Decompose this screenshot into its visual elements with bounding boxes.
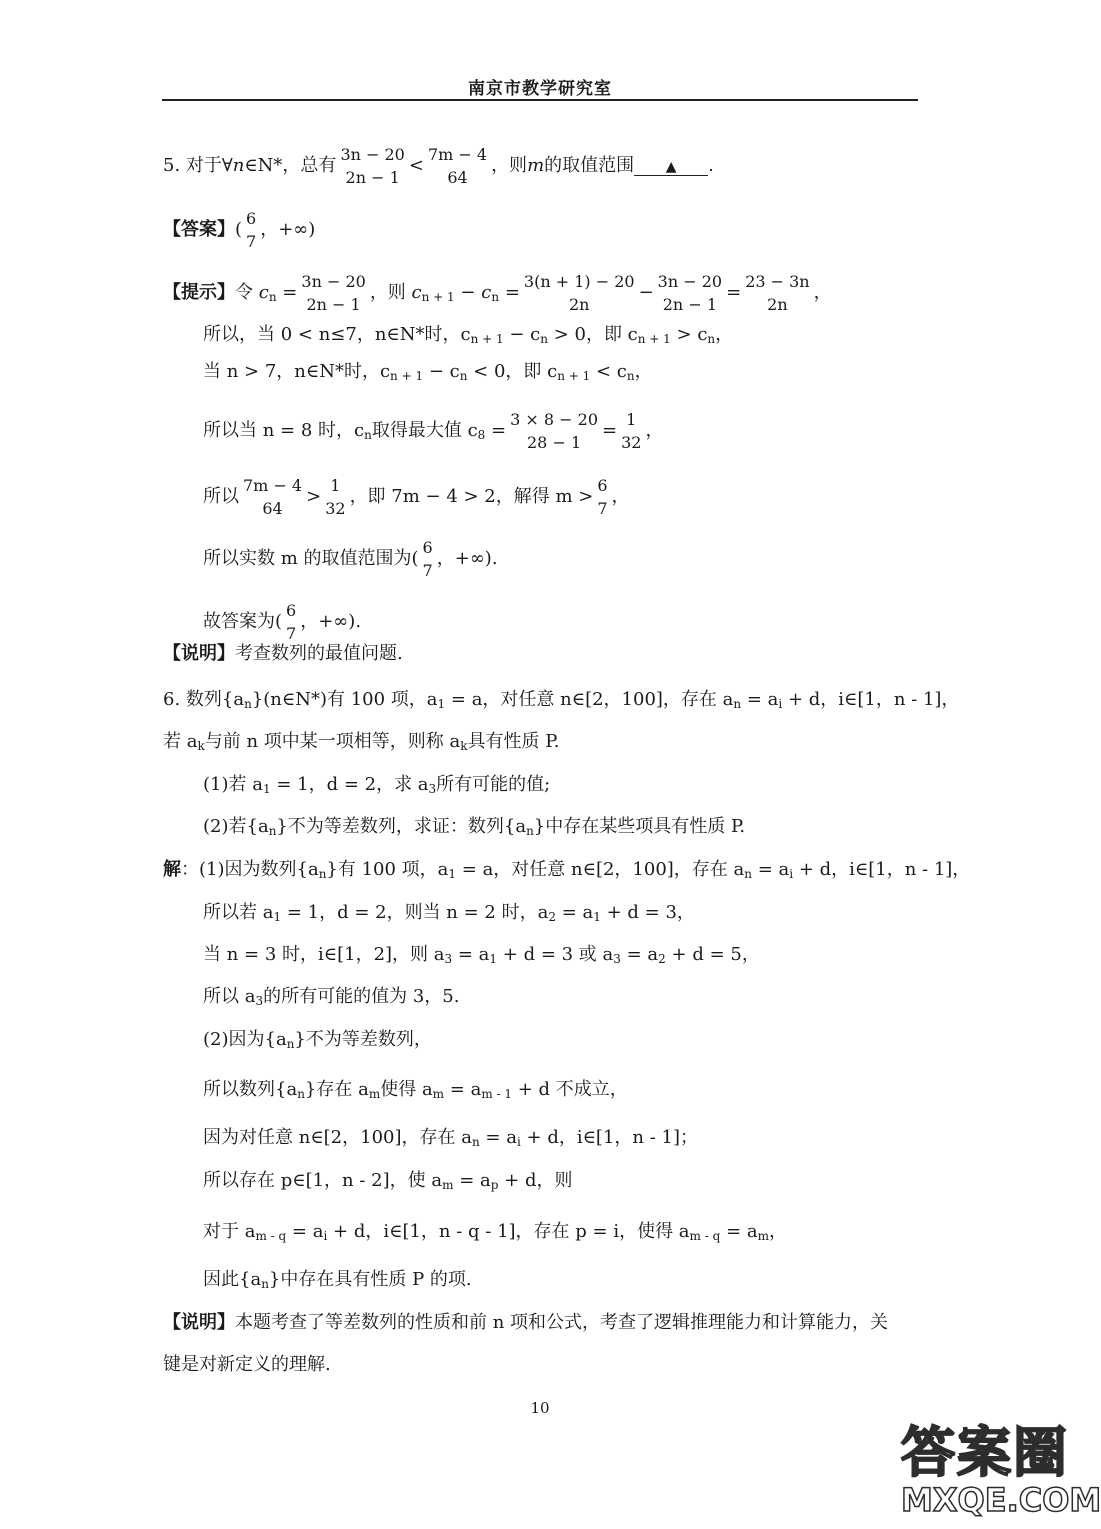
- q5-line5: 所以当 n = 8 时，$c_n$取得最大值 $c_8$ = 3 × 8 − 20 28 − 1 = 1 32 ，: [203, 410, 664, 452]
- q6-solution-line9: 对于 $a_{m - q} = a_i + d$，i∈[1，n - q - 1]，存在 p = i，使得 $a_{m - q} = a_m$，: [203, 1221, 787, 1243]
- q6-solution-line2: 所以若 $a_1 = 1$，d = 2，则当 n = 2 时，$a_2 = a_1 + d = 3$，: [203, 902, 695, 924]
- page-header: 南京市教学研究室: [468, 79, 612, 99]
- fraction: 1 32: [325, 476, 346, 518]
- fraction: 3 × 8 − 20 28 − 1: [510, 410, 598, 452]
- fraction: 6 7: [286, 601, 297, 643]
- q6-solution-line7: 因为对任意 n∈[2，100]，存在 $a_n = a_i + d$，i∈[1，n - 1]；: [203, 1127, 698, 1149]
- q6-solution-line3: 当 n = 3 时，i∈[1，2]，则 $a_3 = a_1 + d = 3$ 或 $a_3 = a_2 + d = 5$，: [203, 944, 760, 966]
- fraction: 3n − 20 2n − 1: [301, 272, 366, 314]
- hint-label: 【提示】: [163, 282, 235, 303]
- fraction: 7m − 4 64: [243, 476, 303, 518]
- q6-part2: (2)若$\{a_n\}$不为等差数列，求证：数列$\{a_n\}$中存在某些项具有性质 P.: [203, 816, 746, 838]
- q6-solution-line8: 所以存在 p∈[1，n - 2]，使 $a_m = a_p + d$，则: [203, 1170, 573, 1192]
- watermark-bottom: MXQE.COM: [901, 1481, 1101, 1519]
- q6-solution-line5: (2)因为$\{a_n\}$不为等差数列，: [203, 1029, 432, 1051]
- explain-label: 【说明】: [163, 1312, 235, 1333]
- q5-stem: 5. 对于∀n∈N*，总有 3n − 20 2n − 1 < 7m − 4 64 ，则m的取值范围 ▲ .: [163, 145, 714, 187]
- watermark-logo: [897, 1421, 1101, 1521]
- q5-hint: 【提示】令 $c_n$ = 3n − 20 2n − 1 ，则 $c_{n + 1} - c_n$ = 3(n + 1) − 20 2n − 3n − 20 2n − 1 = 23 − 3n 2n ，: [163, 272, 832, 314]
- fraction: 6 7: [246, 209, 257, 251]
- fraction: 6 7: [422, 538, 433, 580]
- fraction: 23 − 3n 2n: [745, 272, 810, 314]
- q6-solution-line6: 所以数列$\{a_n\}$存在 $a_m$使得 $a_m = a_{m - 1} + d$ 不成立，: [203, 1079, 628, 1101]
- fraction: 3n − 20 2n − 1: [657, 272, 723, 314]
- q5-line6: 所以 7m − 4 64 > 1 32 ，即 7m − 4 > 2，解得 m > 6 7 ，: [203, 476, 630, 518]
- fraction: 3(n + 1) − 20 2n: [523, 272, 635, 314]
- q6-solution-line4: 所以 $a_3$的所有可能的值为 3，5.: [203, 986, 460, 1008]
- answer-blank: ▲: [634, 159, 708, 176]
- fraction: 7m − 4 64: [427, 145, 488, 187]
- page-number: 10: [530, 1399, 550, 1417]
- q5-answer: 【答案】( 6 7 ，+∞): [163, 209, 316, 251]
- q6-part1: (1)若 $a_1 = 1$，d = 2，求 $a_3$所有可能的值;: [203, 774, 551, 796]
- fraction: 3n − 20 2n − 1: [340, 145, 405, 187]
- q5-line3: 所以，当 0 < n≤7，n∈N*时，$c_{n + 1} - c_n > 0$，即 $c_{n + 1} > c_n$，: [203, 324, 734, 346]
- q5-line8: 故答案为( 6 7 ，+∞).: [203, 601, 362, 643]
- q6-explain-line1: 【说明】本题考查了等差数列的性质和前 n 项和公式，考查了逻辑推理能力和计算能力，关: [163, 1312, 889, 1333]
- explain-label: 【说明】: [163, 643, 235, 664]
- q6-stem-line1: 6. 数列$\{a_n\}(n\in N*)$有 100 项，$a_1 = a$，对任意 n∈[2，100]，存在 $a_n = a_i + d$，i∈[1，n - 1]，: [163, 689, 960, 711]
- q6-solution-line1: 解：(1)因为数列$\{a_n\}$有 100 项，$a_1 = a$，对任意 n∈[2，100]，存在 $a_n = a_i + d$，i∈[1，n - 1]，: [163, 859, 971, 881]
- solution-label: 解: [163, 859, 181, 880]
- q6-solution-line10: 因此$\{a_n\}$中存在具有性质 P 的项.: [203, 1269, 472, 1291]
- q6-explain-line2: 键是对新定义的理解.: [163, 1354, 331, 1375]
- header-rule: [162, 99, 918, 101]
- q5-explain: 【说明】考查数列的最值问题.: [163, 643, 403, 664]
- q5-line4: 当 n > 7，n∈N*时，$c_{n + 1} - c_n < 0$，即 $c_{n + 1} < c_n$，: [203, 361, 653, 383]
- answer-label: 【答案】: [163, 219, 235, 240]
- fraction: 6 7: [597, 476, 608, 518]
- q6-stem-line2: 若 $a_k$与前 n 项中某一项相等，则称 $a_k$具有性质 P.: [163, 731, 560, 753]
- q5-line7: 所以实数 m 的取值范围为( 6 7 ，+∞).: [203, 538, 498, 580]
- watermark-top: 答案圈: [901, 1421, 1069, 1484]
- fraction: 1 32: [621, 410, 642, 452]
